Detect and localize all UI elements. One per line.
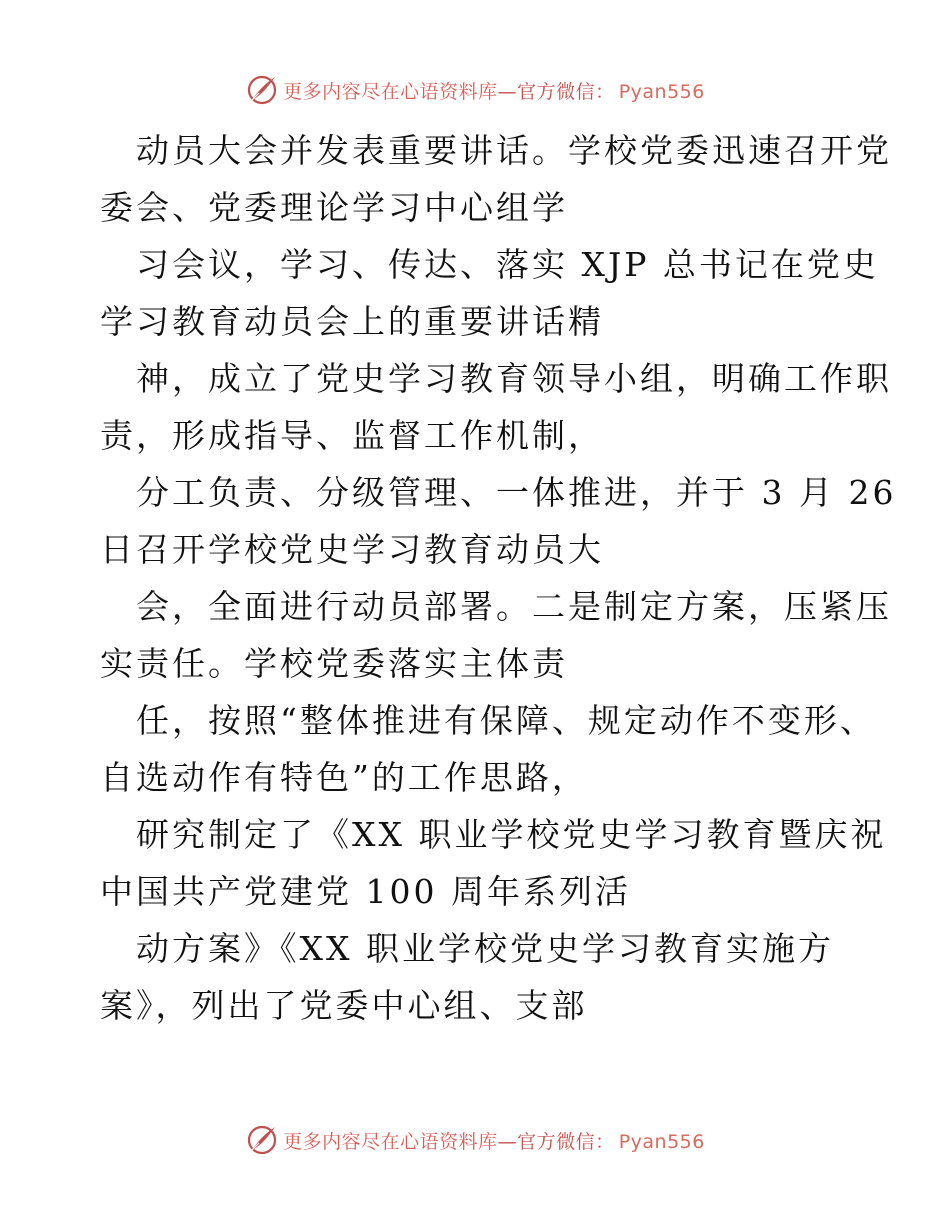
body-line-3: 习会议，学习、传达、落实 XJP 总书记在党史	[136, 245, 879, 284]
banner-label: 官方微信：	[517, 80, 615, 103]
body-line-16: 案》，列出了党委中心组、支部	[100, 986, 588, 1025]
body-line-2: 委会、党委理论学习中心组学	[100, 188, 568, 227]
body-line-6: 责，形成指导、监督工作机制，	[100, 416, 604, 455]
document-body	[100, 122, 897, 1034]
header-banner	[0, 70, 950, 110]
banner-brand-text: 更多内容尽在心语资料库	[283, 80, 498, 103]
banner-text	[283, 77, 705, 104]
banner-label: 官方微信：	[517, 1130, 615, 1153]
body-line-11: 任，按照“整体推进有保障、规定动作不变形、	[136, 701, 876, 740]
body-line-1: 动员大会并发表重要讲话。学校党委迅速召开党	[136, 131, 892, 170]
body-line-4: 学习教育动员会上的重要讲话精	[100, 302, 604, 341]
banner-brand-text: 更多内容尽在心语资料库	[283, 1130, 498, 1153]
banner-separator: —	[497, 1130, 518, 1153]
banner-wechat-id: Pyan556	[618, 1130, 705, 1153]
body-line-13: 研究制定了《XX 职业学校党史学习教育暨庆祝	[136, 815, 887, 854]
body-line-14: 中国共产党建党 100 周年系列活	[100, 872, 631, 911]
body-line-9: 会，全面进行动员部署。二是制定方案，压紧压	[136, 587, 892, 626]
banner-wechat-id: Pyan556	[618, 80, 705, 103]
body-line-5: 神，成立了党史学习教育领导小组，明确工作职	[136, 359, 892, 398]
banner-text	[283, 1127, 705, 1154]
footer-banner	[0, 1120, 950, 1160]
body-line-7: 分工负责、分级管理、一体推进，并于 3 月 26	[136, 473, 897, 512]
feather-circle-logo-icon	[245, 73, 279, 107]
body-line-15: 动方案》《XX 职业学校党史学习教育实施方	[136, 929, 834, 968]
body-line-12: 自选动作有特色”的工作思路，	[100, 758, 588, 797]
body-line-10: 实责任。学校党委落实主体责	[100, 644, 568, 683]
body-line-8: 日召开学校党史学习教育动员大	[100, 530, 604, 569]
feather-circle-logo-icon	[245, 1123, 279, 1157]
banner-separator: —	[497, 80, 518, 103]
